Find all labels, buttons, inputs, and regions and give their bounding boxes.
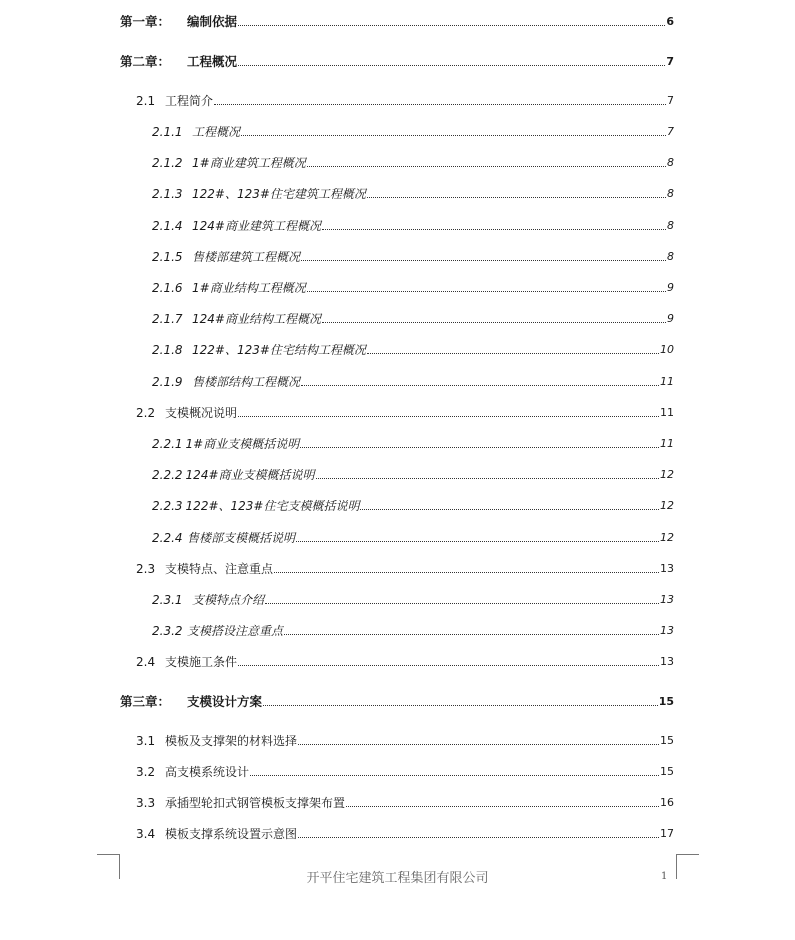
toc-number: 2.2.3	[152, 499, 183, 513]
toc-title: 支模搭设注意重点	[187, 624, 284, 638]
toc-page: 11	[660, 406, 674, 419]
dot-leader	[360, 509, 659, 510]
toc-title: 工程简介	[165, 94, 214, 108]
toc-page: 8	[667, 219, 674, 232]
toc-number: 2.1.9	[152, 375, 183, 389]
toc-page: 15	[660, 734, 674, 747]
toc-entry-chapter-2[interactable]	[120, 53, 674, 69]
dot-leader	[284, 634, 659, 635]
toc-title: 1#商业支模概括说明	[185, 437, 300, 451]
toc-number: 2.1	[136, 94, 156, 108]
toc-entry-2-2[interactable]	[136, 404, 674, 420]
toc-number: 2.3	[136, 562, 156, 576]
toc-title: 1#商业建筑工程概况	[192, 156, 306, 170]
toc-entry-3-1[interactable]	[136, 732, 674, 748]
toc-title: 模板支撑系统设置示意图	[165, 827, 298, 841]
toc-number: 3.4	[136, 827, 156, 841]
toc-number: 3.1	[136, 734, 156, 748]
dot-leader	[307, 291, 666, 292]
toc-page: 12	[660, 468, 674, 481]
toc-number: 2.1.7	[152, 312, 183, 326]
toc-entry-2-3-2[interactable]	[152, 622, 674, 638]
toc-number: 2.2.1	[152, 437, 183, 451]
toc-title: 工程概况	[192, 125, 241, 139]
toc-title: 支模设计方案	[187, 694, 263, 709]
footer-company-name: 开平住宅建筑工程集团有限公司	[306, 871, 489, 886]
toc-title: 1#商业结构工程概况	[192, 281, 306, 295]
dot-leader	[265, 603, 659, 604]
toc-number: 2.1.5	[152, 250, 183, 264]
toc-entry-2-1-1[interactable]	[152, 123, 674, 139]
dot-leader	[301, 260, 666, 261]
toc-number: 2.1.8	[152, 343, 183, 357]
toc-number: 第一章：	[120, 14, 171, 29]
toc-page: 13	[660, 624, 674, 637]
toc-entry-2-1-9[interactable]	[152, 373, 674, 389]
dot-leader	[298, 837, 659, 838]
toc-title: 122#、123#住宅支模概括说明	[185, 499, 360, 513]
toc-title: 模板及支撑架的材料选择	[165, 734, 298, 748]
toc-entry-2-2-1[interactable]	[152, 435, 674, 451]
toc-number: 3.2	[136, 765, 156, 779]
dot-leader	[367, 353, 659, 354]
toc-entry-2-1-6[interactable]	[152, 279, 674, 295]
toc-title: 支模概况说明	[165, 406, 238, 420]
toc-title: 售楼部建筑工程概况	[192, 250, 301, 264]
toc-entry-2-3-1[interactable]	[152, 591, 674, 607]
toc-title: 124#商业建筑工程概况	[192, 219, 321, 233]
dot-leader	[241, 135, 666, 136]
toc-number: 2.1.6	[152, 281, 183, 295]
toc-page: 13	[660, 593, 674, 606]
toc-number: 2.3.2	[152, 624, 183, 638]
toc-page: 7	[667, 94, 674, 107]
dot-leader	[322, 322, 666, 323]
toc-entry-2-2-2[interactable]	[152, 466, 674, 482]
toc-page: 12	[660, 499, 674, 512]
toc-number: 2.1.4	[152, 219, 183, 233]
toc-title: 支模施工条件	[165, 655, 238, 669]
toc-entry-2-1[interactable]	[136, 92, 674, 108]
dot-leader	[316, 478, 659, 479]
toc-entry-chapter-3[interactable]	[120, 693, 674, 709]
toc-title: 工程概况	[187, 54, 238, 69]
toc-entry-2-1-3[interactable]	[152, 185, 674, 201]
toc-page: 8	[667, 250, 674, 263]
toc-number: 2.1.2	[152, 156, 183, 170]
toc-title: 编制依据	[187, 14, 238, 29]
toc-number: 2.1.1	[152, 125, 183, 139]
toc-entry-2-1-7[interactable]	[152, 310, 674, 326]
toc-entry-2-1-4[interactable]	[152, 217, 674, 233]
toc-entry-2-1-2[interactable]	[152, 154, 674, 170]
toc-page: 16	[660, 796, 674, 809]
toc-title: 高支模系统设计	[165, 765, 250, 779]
toc-title: 售楼部支模概括说明	[187, 531, 296, 545]
toc-title: 124#商业结构工程概况	[192, 312, 321, 326]
page-footer	[0, 850, 795, 940]
toc-title: 122#、123#住宅建筑工程概况	[192, 187, 366, 201]
toc-page: 6	[666, 15, 674, 28]
toc-page: 15	[658, 695, 674, 708]
toc-number: 3.3	[136, 796, 156, 810]
toc-page: 7	[667, 125, 674, 138]
toc-entry-chapter-1[interactable]	[120, 13, 674, 29]
toc-page: 7	[666, 55, 674, 68]
dot-leader	[274, 572, 659, 573]
toc-page: 10	[660, 343, 674, 356]
toc-page: 12	[660, 531, 674, 544]
toc-entry-2-1-5[interactable]	[152, 248, 674, 264]
dot-leader	[301, 385, 659, 386]
dot-leader	[296, 541, 659, 542]
toc-number: 2.4	[136, 655, 156, 669]
dot-leader	[238, 665, 659, 666]
toc-number: 2.2.4	[152, 531, 183, 545]
toc-page: 8	[667, 187, 674, 200]
toc-entry-3-2[interactable]	[136, 763, 674, 779]
toc-title: 承插型轮扣式钢管模板支撑架布置	[165, 796, 346, 810]
toc-title: 支模特点、注意重点	[165, 562, 274, 576]
dot-leader	[263, 705, 658, 706]
dot-leader	[298, 744, 659, 745]
dot-leader	[238, 416, 659, 417]
toc-page: 13	[660, 562, 674, 575]
toc-entry-2-2-3[interactable]	[152, 497, 674, 513]
toc-page: 9	[667, 281, 674, 294]
toc-number: 2.2.2	[152, 468, 183, 482]
toc-page: 8	[667, 156, 674, 169]
dot-leader	[300, 447, 659, 448]
dot-leader	[367, 197, 666, 198]
toc-title: 122#、123#住宅结构工程概况	[192, 343, 366, 357]
toc-page: 11	[660, 437, 674, 450]
dot-leader	[322, 229, 666, 230]
toc-entry-2-2-4[interactable]	[152, 529, 674, 545]
toc-page: 13	[660, 655, 674, 668]
toc-number: 2.2	[136, 406, 156, 420]
toc-entry-2-3[interactable]	[136, 560, 674, 576]
toc-number: 2.3.1	[152, 593, 183, 607]
toc-page: 17	[660, 827, 674, 840]
toc-title: 售楼部结构工程概况	[192, 375, 301, 389]
toc-number: 第二章：	[120, 54, 171, 69]
toc-title: 支模特点介绍	[192, 593, 265, 607]
toc-number: 第三章：	[120, 694, 171, 709]
toc-entry-2-1-8[interactable]	[152, 341, 674, 357]
dot-leader	[346, 806, 659, 807]
toc-page: 11	[660, 375, 674, 388]
dot-leader	[214, 104, 666, 105]
toc-title: 124#商业支模概括说明	[185, 468, 315, 482]
toc-entry-3-4[interactable]	[136, 825, 674, 841]
toc-page: 9	[667, 312, 674, 325]
toc-entry-3-3[interactable]	[136, 794, 674, 810]
dot-leader	[307, 166, 666, 167]
dot-leader	[250, 775, 659, 776]
dot-leader	[238, 65, 665, 66]
dot-leader	[238, 25, 665, 26]
toc-page: 15	[660, 765, 674, 778]
footer-page-number: 1	[661, 871, 668, 882]
toc-entry-2-4[interactable]	[136, 653, 674, 669]
toc-number: 2.1.3	[152, 187, 183, 201]
